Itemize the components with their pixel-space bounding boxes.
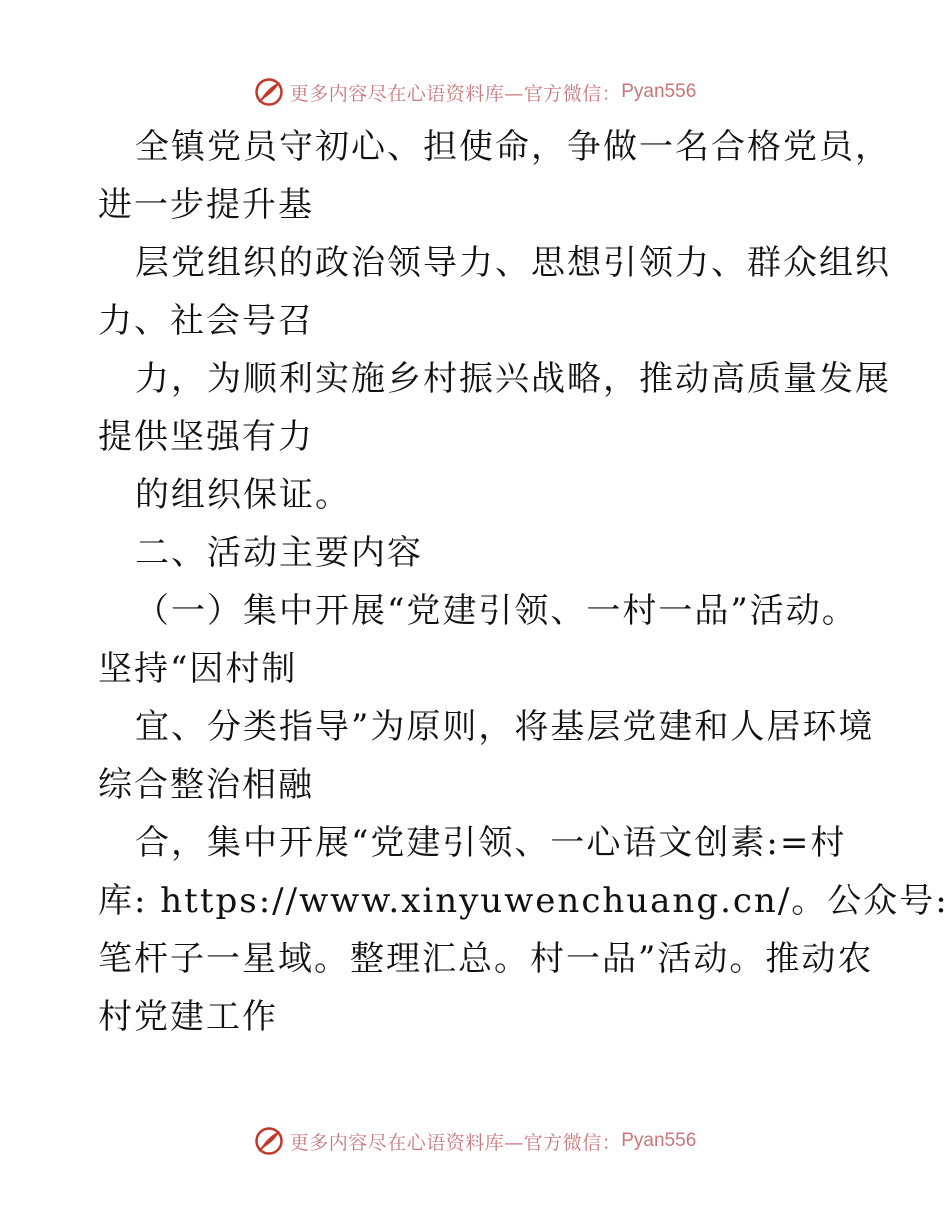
body-line: 笔杆子一星域。整理汇总。村一品”活动。推动农 <box>98 939 874 979</box>
document-body <box>98 118 949 1046</box>
body-line: 综合整治相融 <box>98 765 314 805</box>
section-heading: 二、活动主要内容 <box>135 533 423 573</box>
body-line: 坚持“因村制 <box>98 649 298 689</box>
subsection-heading: （一）集中开展“党建引领、一村一品”活动。 <box>135 591 858 631</box>
body-line: 的组织保证。 <box>135 475 351 515</box>
footer-banner-text: 更多内容尽在心语资料库—官方微信： <box>289 1131 622 1154</box>
body-line: 力，为顺利实施乡村振兴战略，推动高质量发展 <box>135 359 891 399</box>
header-banner-wechat-id: Pyan556 <box>621 81 697 102</box>
body-line: 提供坚强有力 <box>98 417 314 457</box>
footer-banner-wechat-id: Pyan556 <box>621 1130 697 1151</box>
header-banner-text: 更多内容尽在心语资料库—官方微信： <box>289 82 622 105</box>
body-line: 力、社会号召 <box>98 301 314 341</box>
body-line: 合，集中开展“党建引领、一心语文创素:=村 <box>135 823 847 863</box>
body-line-with-link: 库: https://www.xinyuwenchuang.cn/。公众号: <box>98 881 949 921</box>
body-line: 进一步提升基 <box>98 185 314 225</box>
header-banner <box>0 72 950 112</box>
quill-pen-logo-icon <box>254 1126 284 1156</box>
body-line: 村党建工作 <box>98 997 278 1037</box>
quill-pen-logo-icon <box>254 77 284 107</box>
body-line: 宜、分类指导”为原则，将基层党建和人居环境 <box>135 707 875 747</box>
footer-banner <box>0 1121 950 1161</box>
body-line: 层党组织的政治领导力、思想引领力、群众组织 <box>135 243 891 283</box>
body-line: 全镇党员守初心、担使命，争做一名合格党员， <box>135 127 891 167</box>
